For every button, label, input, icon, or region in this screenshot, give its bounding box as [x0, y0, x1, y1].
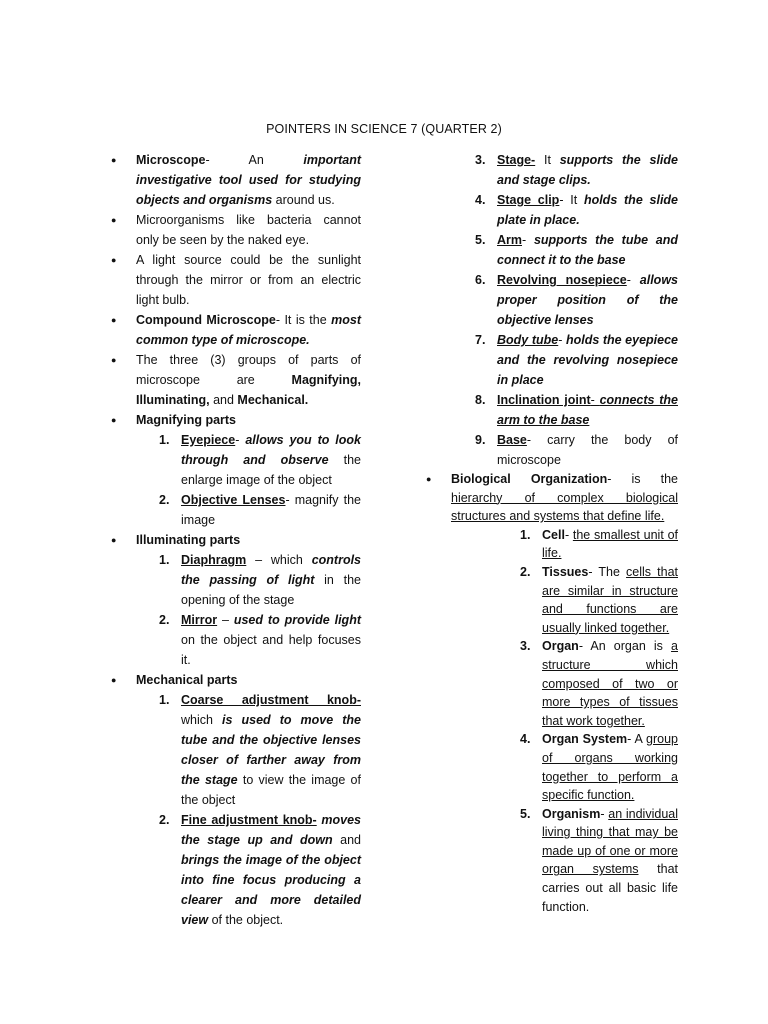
item-arm: 5. Arm- supports the tube and connect it to the base	[475, 233, 679, 267]
item-objective-lenses: 2. Objective Lenses- magnify the image	[159, 493, 361, 527]
item-tissues: 2. Tissues- The cells that are similar in structure and functions are usually linked together.	[520, 564, 678, 635]
item-eyepiece: 1. Eyepiece- allows you to look through and observe the enlarge image of the object	[159, 433, 362, 487]
page-title: POINTERS IN SCIENCE 7 (QUARTER 2)	[266, 122, 502, 136]
item-stage-clip: 4. Stage clip- It holds the slide plate in place.	[475, 193, 678, 227]
item-mirror: 2. Mirror – used to provide light on the object and help focuses it.	[159, 613, 361, 667]
item-diaphragm: 1. Diaphragm – which controls the passing of light in the opening of the stage	[159, 553, 361, 607]
item-body-tube: 7. Body tube- holds the eyepiece and the revolving nosepiece in place	[475, 333, 678, 387]
bullet-biological-organization: ● Biological Organization- is the hierarchy of complex biological structures and systems that define life.	[425, 470, 678, 526]
item-fine-adjustment-knob: 2. Fine adjustment knob- moves the stage up and down and brings the image of the object into fine focus producing a clearer and more detailed view of the object.	[159, 813, 361, 927]
item-organ-system: 4. Organ System- A group of organs working together to perform a specific function.	[520, 732, 678, 803]
item-organism: 5. Organism- an individual living thing that may be made up of one or more organ systems that carries out all basic life function.	[520, 806, 679, 914]
bullet-mechanical-parts: ● Mechanical parts	[110, 670, 361, 690]
item-stage: 3. Stage- It supports the slide and stage clips.	[475, 153, 678, 187]
right-column	[425, 150, 678, 916]
bullet-three-groups: ● The three (3) groups of parts of microscope are Magnifying, Illuminating, and Mechanical.	[110, 350, 361, 410]
bullet-illuminating-parts: ● Illuminating parts	[110, 530, 361, 550]
left-column	[110, 150, 361, 930]
item-coarse-adjustment-knob: 1. Coarse adjustment knob- which is used to move the tube and the objective lenses closer of farther away from the stage to view the image of the object	[159, 693, 361, 807]
item-revolving-nosepiece: 6. Revolving nosepiece- allows proper position of the objective lenses	[475, 273, 678, 327]
bullet-microorganisms: ● Microorganisms like bacteria cannot only be seen by the naked eye.	[110, 210, 361, 250]
bullet-magnifying-parts: ● Magnifying parts	[110, 410, 361, 430]
bullet-light-source: ● A light source could be the sunlight through the mirror or from an electric light bulb.	[110, 250, 361, 310]
item-inclination-joint: 8. Inclination joint- connects the arm to the base	[475, 393, 678, 427]
item-cell: 1. Cell- the smallest unit of life.	[520, 527, 678, 561]
item-base: 9. Base- carry the body of microscope	[475, 433, 678, 467]
bullet-compound-microscope: ● Compound Microscope- It is the most common type of microscope.	[110, 310, 361, 350]
bullet-microscope: ● Microscope- An important investigative tool used for studying objects and organisms around us.	[110, 150, 361, 210]
item-organ: 3. Organ- An organ is a structure which composed of two or more types of tissues that work together.	[520, 639, 678, 728]
